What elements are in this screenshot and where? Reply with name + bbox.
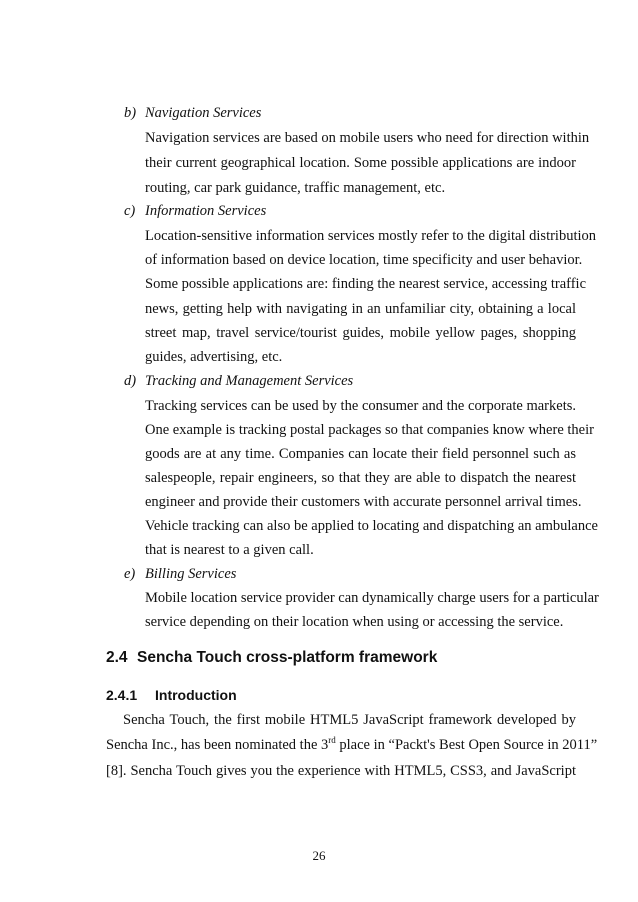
item-title: Billing Services [145,566,237,582]
body-line: street map, travel service/tourist guides, mobile yellow pages, shopping [145,325,576,341]
body-line: Vehicle tracking can also be applied to locating and dispatching an ambulance [145,518,598,534]
section-heading [106,648,437,668]
body-line: engineer and provide their customers with accurate personnel arrival times. [145,494,582,510]
paragraph-line: Sencha Touch, the first mobile HTML5 JavaScript framework developed by [123,712,576,728]
item-letter: c) [124,203,136,219]
body-line: Location-sensitive information services mostly refer to the digital distribution [145,228,597,244]
body-line: of information based on device location, time specificity and user behavior. [145,252,583,268]
item-letter: d) [124,373,137,389]
superscript: rd [328,735,336,745]
subsection-number: 2.4.1 [106,687,138,703]
item-title: Information Services [145,203,267,219]
body-line: guides, advertising, etc. [145,349,283,365]
paragraph-line: [8]. Sencha Touch gives you the experience with HTML5, CSS3, and JavaScript [106,763,576,779]
body-line: goods are at any time. Companies can locate their field personnel such as [145,446,576,462]
body-line: Mobile location service provider can dynamically charge users for a particular [145,590,599,606]
item-heading-tracking [124,371,353,391]
body-line: Some possible applications are: finding the nearest service, accessing traffic [145,276,587,292]
section-title: Sencha Touch cross-platform framework [137,649,438,666]
body-line: Tracking services can be used by the consumer and the corporate markets. [145,398,576,414]
item-title: Navigation Services [145,105,262,121]
text-run: place in “Packt's Best Open Source in 2011” [335,737,598,753]
subsection-title: Introduction [155,687,237,703]
body-line: news, getting help with navigating in an unfamiliar city, obtaining a local [145,301,576,317]
page-number: 26 [312,848,326,863]
text-run: Sencha Inc., has been nominated the 3 [106,737,329,753]
item-heading-information [124,201,266,221]
body-line: Navigation services are based on mobile users who need for direction within [145,130,590,146]
body-line: service depending on their location when using or accessing the service. [145,614,564,630]
section-number: 2.4 [106,649,128,666]
body-line: their current geographical location. Some possible applications are indoor [145,155,576,171]
item-heading-billing [124,564,236,584]
subsection-heading [106,685,237,705]
body-line: that is nearest to a given call. [145,542,314,558]
item-letter: e) [124,566,136,582]
body-line: One example is tracking postal packages so that companies know where their [145,422,594,438]
paragraph-line [106,735,598,755]
item-letter: b) [124,105,137,121]
item-title: Tracking and Management Services [145,373,354,389]
body-line: salespeople, repair engineers, so that they are able to dispatch the nearest [145,470,576,486]
body-line: routing, car park guidance, traffic management, etc. [145,180,446,196]
item-heading-navigation [124,103,261,123]
